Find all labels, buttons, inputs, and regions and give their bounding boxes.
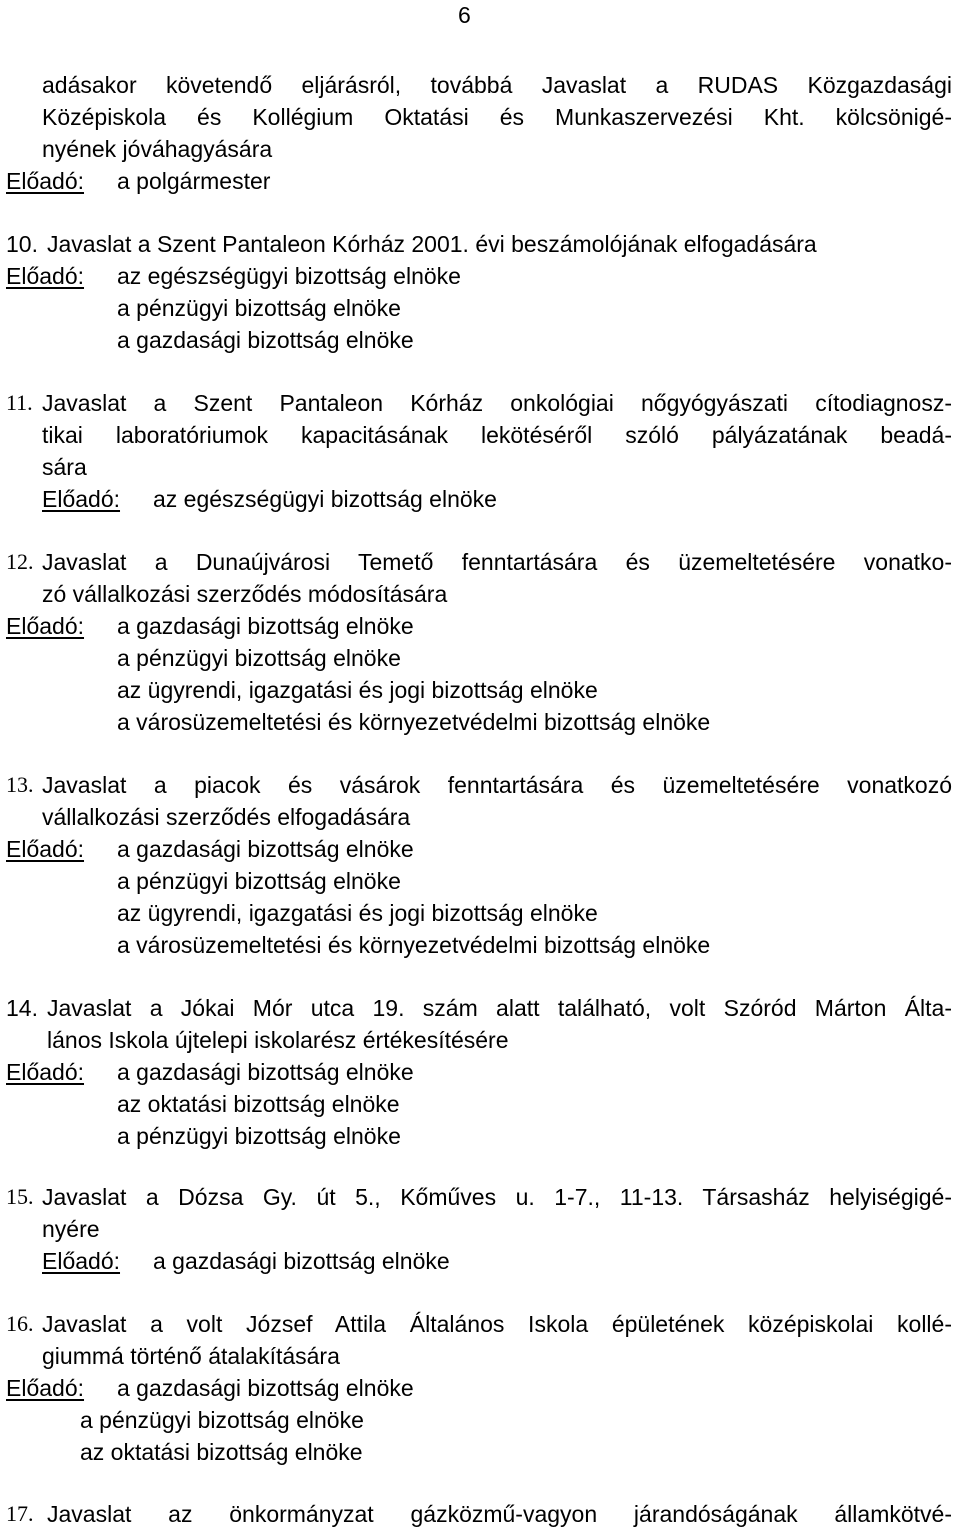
item-text-line: Javaslat a Dunaújvárosi Temető fenntartására és üzemeltetésére vonatko- — [42, 549, 952, 575]
eloado-label: Előadó: — [6, 263, 85, 289]
eloado-label: Előadó: — [42, 486, 121, 512]
eloado-label: Előadó: — [6, 1059, 85, 1085]
eloado-label: Előadó: — [6, 168, 85, 194]
item-number: 14. — [6, 995, 38, 1021]
item-number: 10. — [6, 231, 38, 257]
item-text-line: Javaslat a Szent Pantaleon Kórház 2001. évi beszámolójának elfogadására — [47, 231, 817, 257]
presenter: a pénzügyi bizottság elnöke — [117, 868, 401, 894]
intro-text-line: Középiskola és Kollégium Oktatási és Munkaszervezési Kht. kölcsönigé- — [42, 104, 952, 130]
presenter: az egészségügyi bizottság elnöke — [153, 486, 497, 512]
item-text-line: tikai laboratóriumok kapacitásának lekötéséről szóló pályázatának beadá- — [42, 422, 952, 448]
item-text-line: Javaslat az önkormányzat gázközmű-vagyon járandóságának államkötvé- — [47, 1501, 952, 1527]
eloado-label: Előadó: — [42, 1248, 121, 1274]
intro-text-line: adásakor követendő eljárásról, továbbá Javaslat a RUDAS Közgazdasági — [42, 72, 952, 98]
presenter: az egészségügyi bizottság elnöke — [117, 263, 461, 289]
presenter: a gazdasági bizottság elnöke — [153, 1248, 450, 1274]
item-text-line: lános Iskola újtelepi iskolarész értékesítésére — [47, 1027, 509, 1053]
item-text-line: zó vállalkozási szerződés módosítására — [42, 581, 448, 607]
page-number: 6 — [458, 2, 471, 28]
presenter: az oktatási bizottság elnöke — [117, 1091, 400, 1117]
presenter: az ügyrendi, igazgatási és jogi bizottság elnöke — [117, 677, 598, 703]
presenter: a gazdasági bizottság elnöke — [117, 327, 414, 353]
presenter: a városüzemeltetési és környezetvédelmi bizottság elnöke — [117, 932, 711, 958]
item-number: 12. — [6, 549, 34, 574]
presenter: a pénzügyi bizottság elnöke — [80, 1407, 364, 1433]
presenter: az oktatási bizottság elnöke — [80, 1439, 363, 1465]
item-text-line: Javaslat a Szent Pantaleon Kórház onkológiai nőgyógyászati cítodiagnosz- — [42, 390, 952, 416]
item-text-line: sára — [42, 454, 87, 480]
eloado-label: Előadó: — [6, 613, 85, 639]
item-number: 16. — [6, 1311, 34, 1336]
item-text-line: Javaslat a piacok és vásárok fenntartására és üzemeltetésére vonatkozó — [42, 772, 952, 798]
item-number: 17. — [6, 1501, 34, 1526]
presenter: a gazdasági bizottság elnöke — [117, 1375, 414, 1401]
presenter: a gazdasági bizottság elnöke — [117, 1059, 414, 1085]
intro-text-line: nyének jóváhagyására — [42, 136, 273, 162]
presenter: az ügyrendi, igazgatási és jogi bizottság elnöke — [117, 900, 598, 926]
item-number: 11. — [6, 390, 33, 415]
item-text-line: Javaslat a Jókai Mór utca 19. szám alatt található, volt Szóród Márton Álta- — [47, 995, 952, 1021]
presenter: a gazdasági bizottság elnöke — [117, 613, 414, 639]
presenter: a városüzemeltetési és környezetvédelmi bizottság elnöke — [117, 709, 711, 735]
item-text-line: Javaslat a Dózsa Gy. út 5., Kőműves u. 1-7., 11-13. Társasház helyiségigé- — [42, 1184, 952, 1210]
eloado-label: Előadó: — [6, 1375, 85, 1401]
presenter: a polgármester — [117, 168, 271, 194]
presenter: a pénzügyi bizottság elnöke — [117, 645, 401, 671]
item-text-line: giummá történő átalakítására — [42, 1343, 340, 1369]
eloado-label: Előadó: — [6, 836, 85, 862]
presenter: a pénzügyi bizottság elnöke — [117, 1123, 401, 1149]
item-text-line: vállalkozási szerződés elfogadására — [42, 804, 411, 830]
item-number: 13. — [6, 772, 34, 797]
presenter: a gazdasági bizottság elnöke — [117, 836, 414, 862]
item-text-line: Javaslat a volt József Attila Általános Iskola épületének középiskolai kollé- — [42, 1311, 952, 1337]
presenter: a pénzügyi bizottság elnöke — [117, 295, 401, 321]
item-number: 15. — [6, 1184, 34, 1209]
item-text-line: nyére — [42, 1216, 100, 1242]
